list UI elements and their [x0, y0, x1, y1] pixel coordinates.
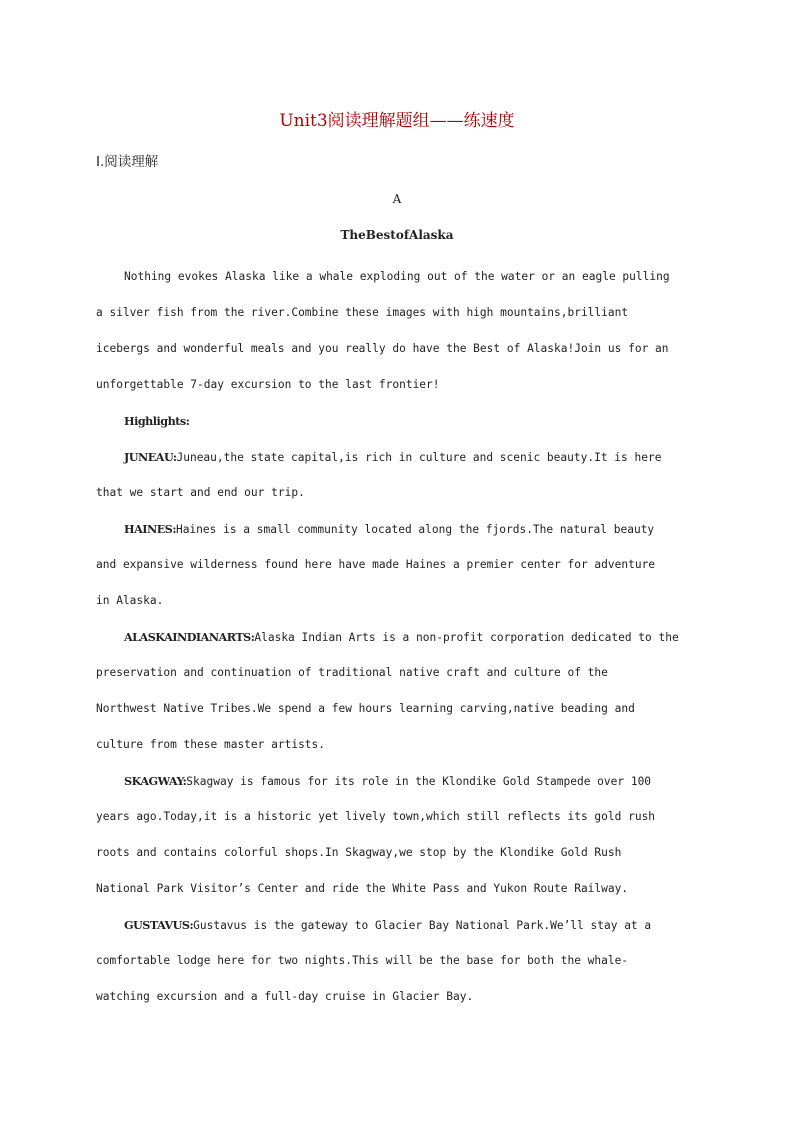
highlight-item-gustavus	[96, 907, 700, 943]
section-heading: Ⅰ.阅读理解	[96, 154, 159, 170]
highlight-item-alaska-indian-arts	[96, 619, 700, 655]
highlight-line: that we start and end our trip.	[96, 486, 305, 499]
highlight-line: watching excursion and a full-day cruise in Glacier Bay.	[96, 990, 474, 1003]
highlight-line: in Alaska.	[96, 594, 164, 607]
highlight-term: JUNEAU:	[124, 450, 177, 464]
intro-line: unforgettable 7-day excursion to the last frontier!	[96, 378, 440, 391]
highlights-label: Highlights:	[124, 414, 190, 428]
intro-line: a silver fish from the river.Combine these images with high mountains,brilliant	[96, 306, 629, 319]
intro-line: icebergs and wonderful meals and you really do have the Best of Alaska!Join us for an	[96, 342, 669, 355]
passage-title: TheBestofAlaska	[340, 228, 454, 242]
highlight-text: Alaska Indian Arts is a non-profit corporation dedicated to the	[254, 631, 679, 644]
highlight-text: Skagway is famous for its role in the Klondike Gold Stampede over 100	[186, 775, 652, 788]
page-title: Unit3阅读理解题组——练速度	[279, 111, 515, 131]
highlight-item-haines	[96, 511, 700, 547]
highlight-line: years ago.Today,it is a historic yet lively town,which still reflects its gold rush	[96, 810, 656, 823]
highlight-term: HAINES:	[124, 522, 176, 536]
intro-line: Nothing evokes Alaska like a whale exploding out of the water or an eagle pulling	[124, 270, 670, 283]
highlight-line: comfortable lodge here for two nights.This will be the base for both the whale-	[96, 954, 629, 967]
highlight-line: and expansive wilderness found here have made Haines a premier center for adventure	[96, 558, 656, 571]
highlight-line: preservation and continuation of traditional native craft and culture of the	[96, 666, 608, 679]
highlight-line: culture from these master artists.	[96, 738, 326, 751]
passage-body	[96, 259, 700, 1015]
highlight-text: Gustavus is the gateway to Glacier Bay National Park.We’ll stay at a	[193, 919, 652, 932]
highlight-line: Northwest Native Tribes.We spend a few hours learning carving,native beading and	[96, 702, 635, 715]
highlight-term: SKAGWAY:	[124, 774, 187, 788]
highlight-term: GUSTAVUS:	[124, 918, 194, 932]
highlight-item-skagway	[96, 763, 700, 799]
highlight-text: Juneau,the state capital,is rich in culture and scenic beauty.It is here	[176, 451, 662, 464]
highlight-line: roots and contains colorful shops.In Skagway,we stop by the Klondike Gold Rush	[96, 846, 622, 859]
highlights-label-line	[96, 403, 700, 439]
highlight-line: National Park Visitor’s Center and ride the White Pass and Yukon Route Railway.	[96, 882, 629, 895]
highlight-term: ALASKAINDIANARTS:	[124, 630, 255, 644]
highlight-text: Haines is a small community located along the fjords.The natural beauty	[175, 523, 655, 536]
highlight-item-juneau	[96, 439, 700, 475]
passage-label: A	[392, 192, 402, 206]
